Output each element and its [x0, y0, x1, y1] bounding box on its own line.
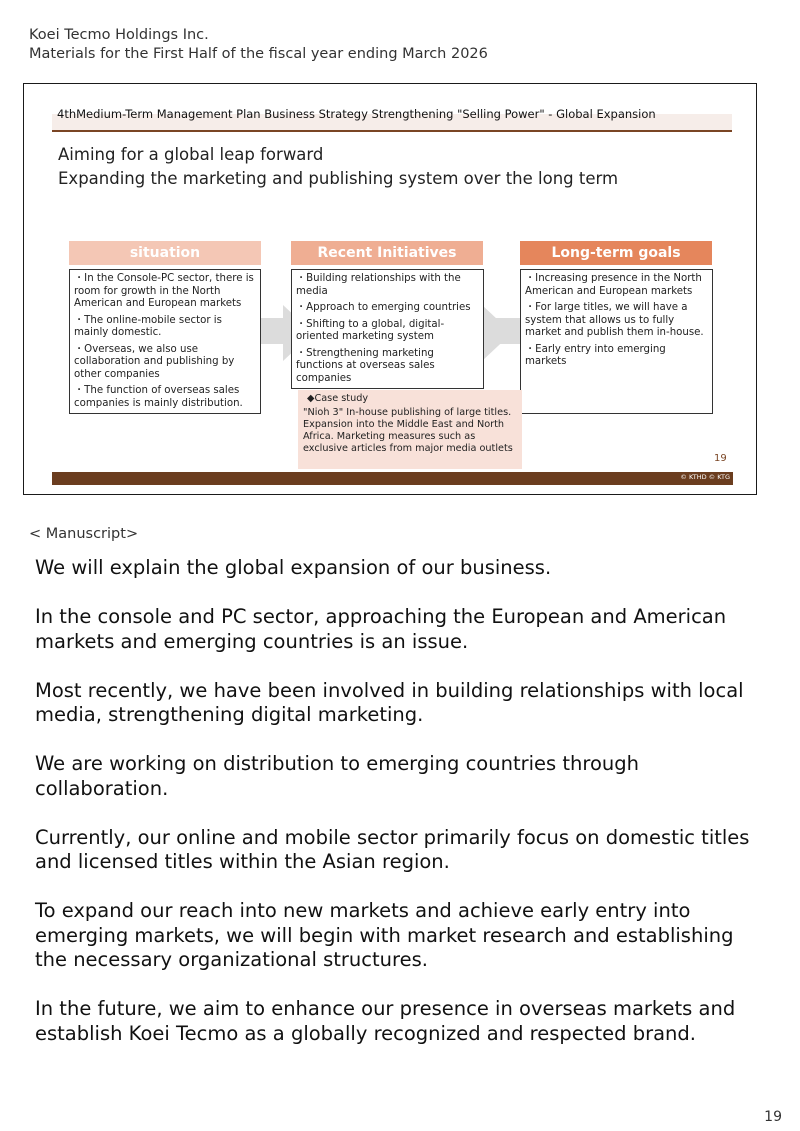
list-item: ・In the Console-PC sector, there is room for growth in the North American and European markets	[74, 273, 254, 309]
situation-box	[69, 269, 261, 414]
list-item: ・For large titles, we will have a system that allows us to fully market and publish them in-house.	[525, 302, 704, 338]
slide-headline: Aiming for a global leap forward	[58, 145, 324, 164]
recent-initiatives-box	[291, 269, 484, 389]
slide-panel	[23, 83, 757, 495]
slide-title: 4thMedium-Term Management Plan Business Strategy Strengthening "Selling Power" - Global Expansion	[57, 107, 656, 121]
document-subtitle: Materials for the First Half of the fiscal year ending March 2026	[29, 46, 488, 62]
list-item: ・Approach to emerging countries	[296, 302, 471, 313]
list-item: ・Building relationships with the media	[296, 273, 461, 297]
page-header	[29, 26, 488, 64]
list-item: ・Overseas, we also use collaboration and publishing by other companies	[74, 343, 235, 380]
case-study-title: ◆Case study	[307, 393, 369, 404]
column-heading-recent-initiatives: Recent Initiatives	[291, 241, 483, 265]
manuscript-label: < Manuscript>	[29, 526, 139, 542]
list-item: ・Early entry into emerging markets	[525, 343, 666, 367]
manuscript-paragraph: We are working on distribution to emerging countries through collaboration.	[35, 752, 640, 800]
list-item: ・Increasing presence in the North American and European markets	[525, 273, 702, 297]
column-heading-situation: situation	[69, 241, 261, 265]
copyright: © KTHD © KTG	[680, 473, 730, 481]
manuscript-paragraph: In the console and PC sector, approaching the European and American markets and emerging countries is an issue.	[35, 605, 727, 653]
slide-footer-bar	[52, 472, 733, 485]
list-item: ・The function of overseas sales companies is mainly distribution.	[74, 385, 243, 409]
manuscript-paragraph: We will explain the global expansion of our business.	[35, 556, 552, 579]
case-study-box	[298, 390, 522, 469]
arrow-right-icon	[482, 305, 512, 361]
long-term-goals-box	[520, 269, 713, 414]
list-item: ・Shifting to a global, digital-oriented marketing system	[296, 318, 445, 342]
list-item: ・Strengthening marketing functions at overseas sales companies	[296, 347, 435, 384]
page-number: 19	[764, 1109, 782, 1125]
manuscript-paragraph: In the future, we aim to enhance our presence in overseas markets and establish Koei Tecmo as a globally recognized and respected brand.	[35, 997, 736, 1045]
manuscript-paragraph: Currently, our online and mobile sector primarily focus on domestic titles and licensed titles within the Asian region.	[35, 825, 750, 873]
manuscript-text	[35, 556, 765, 1071]
manuscript-paragraph: Most recently, we have been involved in building relationships with local media, strengthening digital marketing.	[35, 678, 744, 726]
column-heading-long-term-goals: Long-term goals	[520, 241, 712, 265]
slide-title-bar	[52, 107, 732, 132]
case-study-body: "Nioh 3" In-house publishing of large titles. Expansion into the Middle East and North Africa. Marketing measures such as exclusive articles from major media outlets	[303, 407, 513, 454]
slide-subheadline: Expanding the marketing and publishing system over the long term	[58, 169, 619, 188]
manuscript-paragraph: To expand our reach into new markets and achieve early entry into emerging markets, we will begin with market research and establishing the necessary organizational structures.	[35, 899, 734, 971]
list-item: ・The online-mobile sector is mainly domestic.	[74, 314, 222, 338]
company-name: Koei Tecmo Holdings Inc.	[29, 27, 209, 43]
slide-number: 19	[714, 453, 727, 464]
